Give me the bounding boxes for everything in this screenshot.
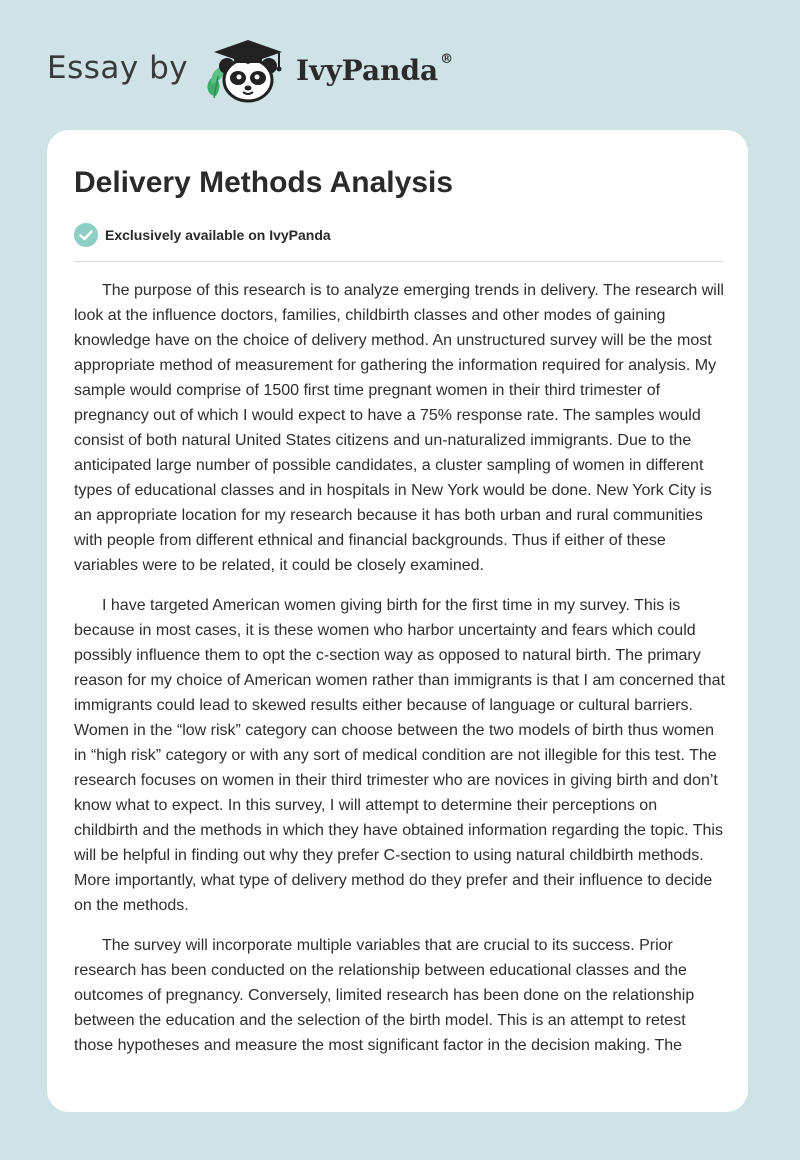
brand-name[interactable] (296, 54, 453, 87)
essay-by-label: Essay by (47, 50, 189, 86)
paragraph: I have targeted American women giving birth for the first time in my survey. This is because in most cases, it is these women who harbor uncertainty and fears which could possibly influence them to opt the c-section way as opposed to natural birth. The primary reason for my choice of American women rather than immigrants is that I am concerned that immigrants could lead to skewed results either because of language or cultural barriers. Women in the “low risk” category can choose between the two models of birth thus women in “high risk” category or with any sort of medical condition are not illegible for this test. The research focuses on women in their third trimester who are novices in giving birth and don’t know what to expect. In this survey, I will attempt to determine their perceptions on childbirth and the methods in which they have obtained information regarding the topic. This will be helpful in finding out why they prefer C-section to using natural childbirth methods. More importantly, what type of delivery method do they prefer and their influence to decide on the methods. (74, 597, 725, 914)
panda-graduate-icon[interactable] (200, 36, 292, 108)
brand-label: IvyPanda (296, 54, 439, 87)
page-title: Delivery Methods Analysis (74, 166, 454, 199)
site-header (0, 0, 800, 130)
registered-mark: ® (440, 52, 454, 67)
paragraph: The survey will incorporate multiple variables that are crucial to its success. Prior research has been conducted on the relationship between educational classes and the outcomes of pregnancy. Conversely, limited research has been done on the relationship between the education and the selection of the birth model. This is an attempt to retest those hypotheses and measure the most significant factor in the decision making. The (74, 937, 695, 1054)
paragraph: The purpose of this research is to analyze emerging trends in delivery. The research will look at the influence doctors, families, childbirth classes and other modes of gaining knowledge have on the choice of delivery method. An unstructured survey will be the most appropriate method of measurement for gathering the information required for analysis. My sample would comprise of 1500 first time pregnant women in their third trimester of pregnancy out of which I would expect to have a 75% response rate. The samples would consist of both natural United States citizens and un-naturalized immigrants. Due to the anticipated large number of possible candidates, a cluster sampling of women in different types of educational classes and in hospitals in New York would be done. New York City is an appropriate location for my research because it has both urban and rural communities with people from different ethnical and financial backgrounds. Thus if either of these variables were to be related, it could be closely examined. (74, 282, 724, 574)
badge-label: Exclusively available on IvyPanda (105, 227, 331, 243)
check-circle-icon (74, 223, 98, 247)
essay-card (47, 130, 748, 1112)
exclusive-badge (74, 223, 331, 247)
divider (74, 261, 723, 262)
essay-body (74, 278, 725, 1073)
